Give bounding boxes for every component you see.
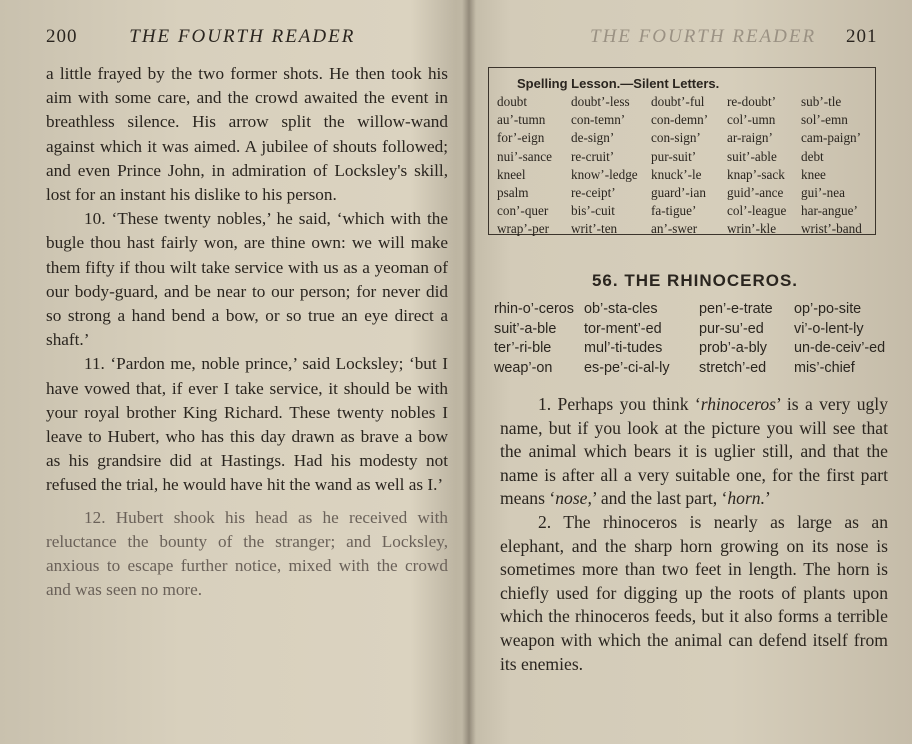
para1-text-d: ’ bbox=[765, 488, 771, 509]
left-running-head bbox=[46, 26, 355, 48]
vocabulary-word: ob’-sta-cles bbox=[584, 301, 658, 317]
spelling-word: kneel bbox=[497, 166, 526, 182]
right-running-head bbox=[590, 26, 816, 48]
spelling-word: sol’-emn bbox=[801, 112, 848, 128]
spelling-word: wrist’-band bbox=[801, 221, 862, 237]
vocabulary-word: pen’-e-trate bbox=[699, 301, 773, 317]
para1-italic-nose: nose, bbox=[555, 488, 592, 509]
vocabulary-word: un-de-ceiv’-ed bbox=[794, 340, 886, 357]
paragraph-11: 11. ‘Pardon me, noble prince,’ said Locksley; ‘but I have vowed that, if ever I take service, it should be with your royal brother King Richard. These twenty nobles I leave to Hubert, who has this day drawn as brave a bow as his grandsire did at Hastings. Had his modesty not refused the trial, he would have hit the wand as well as I.’ bbox=[46, 354, 448, 495]
spelling-word: knuck’-le bbox=[651, 166, 702, 182]
spelling-word: gui’-nea bbox=[801, 185, 845, 201]
vocabulary-word: tor-ment’-ed bbox=[584, 320, 662, 337]
spelling-word: psalm bbox=[497, 185, 529, 201]
paragraph-10: 10. ‘These twenty nobles,’ he said, ‘which with the bugle thou hast fairly won, are thine own: we will make them fifty if thou wilt take service with us as a yeoman of our body-guard, and be near to our person; for never did so strong a hand bend a bow, or so true an eye direct a shaft.’ bbox=[46, 209, 448, 350]
vocabulary-word: es-pe’-ci-al-ly bbox=[584, 359, 670, 376]
spelling-word: bis’-cuit bbox=[571, 203, 615, 219]
spelling-word: cam-paign’ bbox=[801, 130, 862, 146]
book-gutter bbox=[462, 0, 476, 744]
left-page-body bbox=[46, 62, 448, 602]
left-running-title: THE FOURTH READER bbox=[129, 26, 356, 47]
spelling-word: doubt’-ful bbox=[651, 94, 705, 109]
spelling-word: for’-eign bbox=[497, 130, 545, 146]
spelling-word: wrin’-kle bbox=[727, 221, 777, 237]
vocabulary-word: prob’-a-bly bbox=[699, 340, 767, 357]
rhinoceros-paragraph-2: 2. The rhinoceros is nearly as large as an elephant, and the sharp horn growing on its nose is sometimes more than two feet in length. The horn is chiefly used for digging up the roots of plants upon which the rhinoceros feeds, but it also forms a terrible weapon with which the animal can defend itself from its enemies. bbox=[500, 511, 888, 674]
para1-text-a: 1. Perhaps you think ‘ bbox=[538, 394, 701, 414]
spelling-word-grid bbox=[497, 93, 867, 239]
vocabulary-word: stretch’-ed bbox=[699, 359, 767, 376]
spelling-word: doubt bbox=[497, 94, 528, 109]
right-page-body bbox=[500, 393, 888, 676]
vocabulary-word: rhin-o’-ceros bbox=[494, 301, 574, 317]
spelling-word: knee bbox=[801, 166, 826, 182]
spelling-word: col’-umn bbox=[727, 112, 776, 128]
spelling-word: sub’-tle bbox=[801, 94, 842, 109]
spelling-word: suit’-able bbox=[727, 148, 777, 164]
spelling-word: re-ceipt’ bbox=[571, 185, 616, 201]
spelling-word: har-angue’ bbox=[801, 203, 858, 219]
spelling-word: con-demn’ bbox=[651, 112, 709, 128]
para1-text-b: ’ is a very ugly name, but if you look at the picture you will see that the animal which bears it is uglier still, and that the name is after all a very suitable one, for the first part means ‘ bbox=[500, 394, 888, 509]
spelling-word: debt bbox=[801, 148, 824, 164]
vocabulary-word: pur-su’-ed bbox=[699, 320, 764, 337]
spelling-word: know’-ledge bbox=[571, 166, 638, 182]
para1-text-c: ’ and the last part, ‘ bbox=[591, 488, 728, 509]
rhinoceros-paragraph-1 bbox=[500, 393, 888, 511]
left-page-number: 200 bbox=[46, 26, 78, 47]
spelling-word: guid’-ance bbox=[727, 185, 784, 201]
spelling-word: pur-suit’ bbox=[651, 148, 697, 164]
vocabulary-word: mul’-ti-tudes bbox=[584, 340, 663, 357]
spelling-word: ar-raign’ bbox=[727, 130, 773, 146]
vocabulary-word: op’-po-site bbox=[794, 301, 862, 317]
spelling-word: de-sign’ bbox=[571, 130, 615, 146]
paragraph-9-continued: a little frayed by the two former shots. He then took his aim with some care, and the crowd awaited the event in breathless silence. His arrow split the willow-wand against which it was aimed. A jubilee of shouts followed; and even Prince John, in admiration of Locksley's skill, lost for an instant his dislike to his person. bbox=[46, 64, 448, 205]
spelling-word: nui’-sance bbox=[497, 148, 552, 164]
vocabulary-word: mis’-chief bbox=[794, 359, 855, 376]
spelling-word: col’-league bbox=[727, 203, 787, 219]
right-page-number: 201 bbox=[846, 26, 878, 47]
spelling-word: con-sign’ bbox=[651, 130, 701, 146]
spelling-word: con-temn’ bbox=[571, 112, 626, 128]
para1-italic-rhinoceros: rhinoceros bbox=[700, 394, 776, 414]
spelling-word: guard’-ian bbox=[651, 185, 706, 201]
lesson-title: 56. THE RHINOCEROS. bbox=[591, 271, 799, 290]
spelling-word: con’-quer bbox=[497, 203, 549, 219]
vocabulary-word: vi’-o-lent-ly bbox=[794, 320, 864, 337]
vocabulary-word: ter’-ri-ble bbox=[494, 340, 552, 357]
spelling-word: re-cruit’ bbox=[571, 148, 615, 164]
spelling-word: wrap’-per bbox=[497, 221, 549, 237]
spelling-word: doubt’-less bbox=[571, 94, 630, 109]
spelling-lesson-title: Spelling Lesson.—Silent Letters. bbox=[517, 76, 720, 91]
spelling-word: an’-swer bbox=[651, 221, 698, 237]
vocabulary-word: suit’-a-ble bbox=[494, 320, 557, 337]
right-running-title: THE FOURTH READER bbox=[590, 26, 817, 47]
spelling-word: re-doubt’ bbox=[727, 94, 777, 109]
vocabulary-word: weap’-on bbox=[494, 359, 553, 376]
spelling-word: fa-tigue’ bbox=[651, 203, 697, 219]
spelling-lesson-box bbox=[488, 67, 876, 235]
paragraph-12: 12. Hubert shook his head as he received with reluctance the bounty of the stranger; and Locksley, anxious to escape further notice, mixed with the crowd and was seen no more. bbox=[46, 507, 448, 600]
spelling-word: au’-tumn bbox=[497, 112, 546, 128]
vocabulary-word-grid bbox=[494, 300, 894, 378]
para1-italic-horn: horn. bbox=[727, 488, 765, 509]
spelling-word: knap’-sack bbox=[727, 166, 785, 182]
spelling-word: writ’-ten bbox=[571, 221, 618, 237]
